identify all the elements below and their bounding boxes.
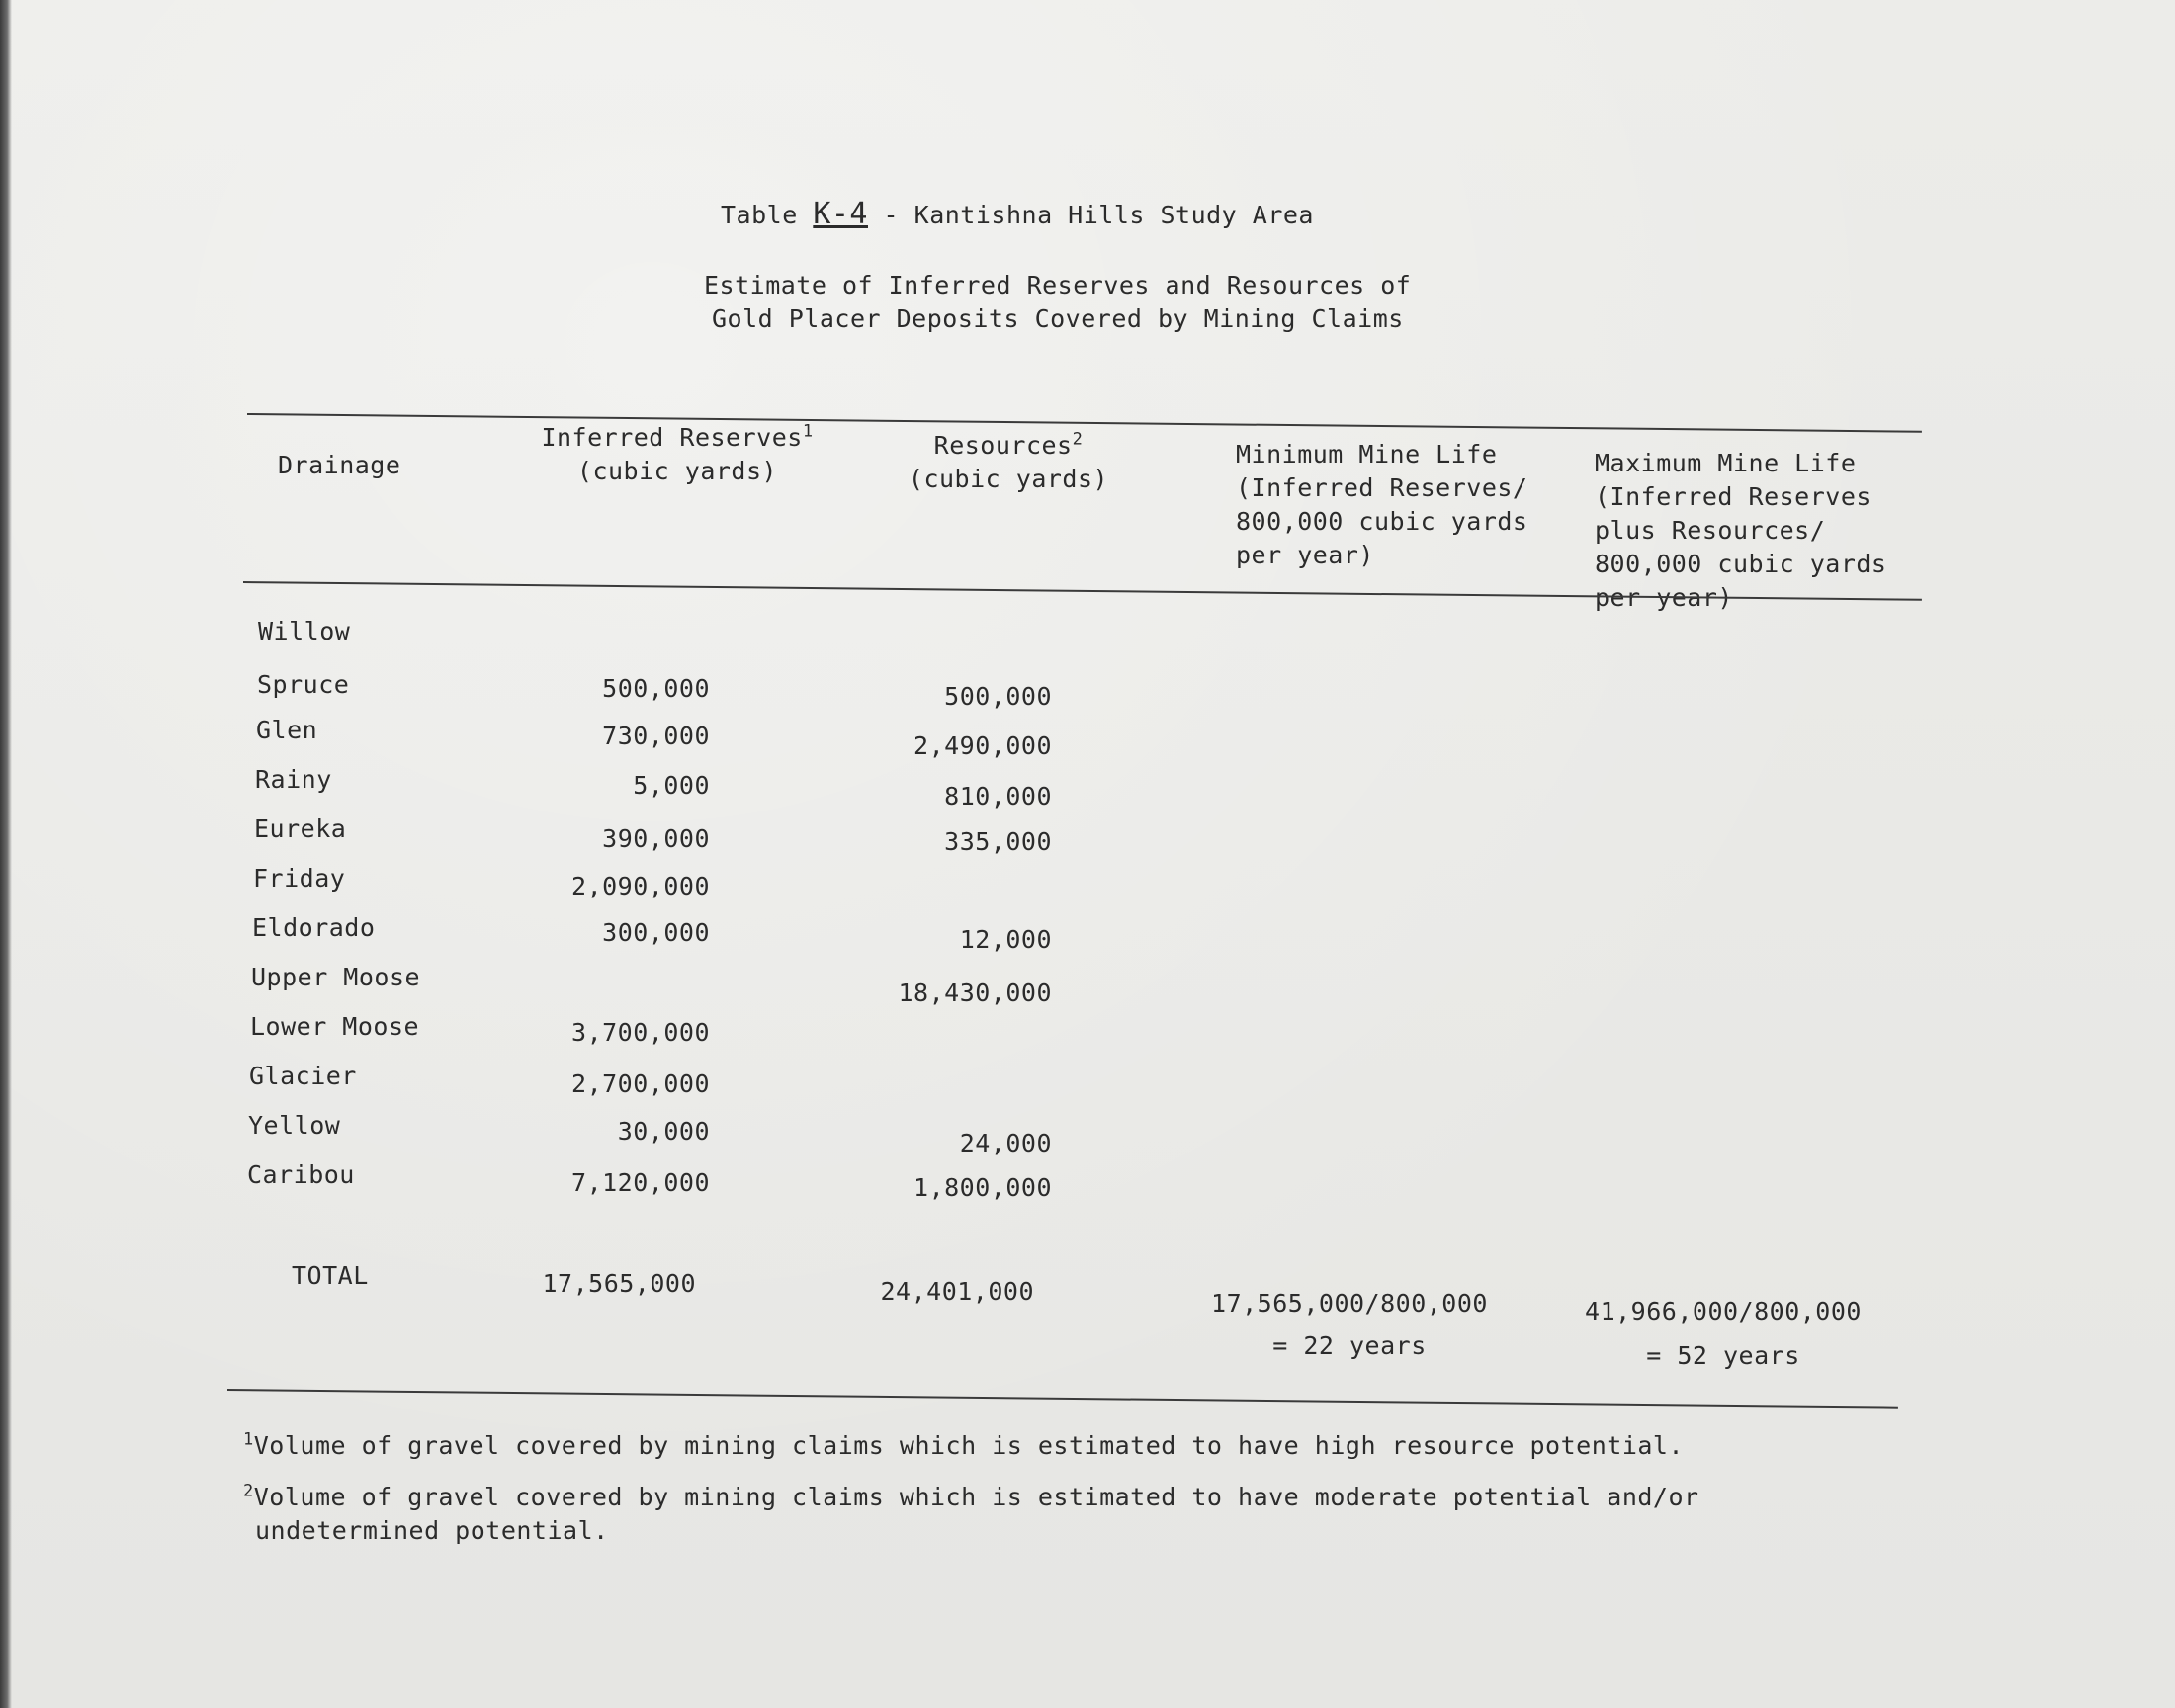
header-max-line5: per year) (1595, 583, 1733, 612)
table-number: K-4 (813, 197, 868, 231)
resources-cell: 24,000 (959, 1129, 1052, 1157)
total-min-years: = 22 years (1272, 1331, 1427, 1360)
drainage-cell: Eldorado (252, 913, 376, 942)
total-label: TOTAL (292, 1261, 369, 1290)
table-bottom-rule (227, 1389, 1898, 1409)
header-resources (860, 429, 1157, 463)
drainage-cell: Friday (253, 864, 346, 893)
header-resources-line2: (cubic yards) (908, 465, 1109, 493)
header-reserves-line1: Inferred Reserves (541, 423, 803, 452)
drainage-cell: Eureka (254, 814, 347, 843)
header-min-line3: 800,000 cubic yards (1236, 507, 1528, 536)
drainage-cell: Upper Moose (251, 963, 421, 991)
footnote-1 (243, 1429, 1684, 1463)
total-reserves: 17,565,000 (542, 1269, 696, 1298)
table-title (721, 198, 1314, 232)
header-max-line3: plus Resources/ (1595, 516, 1826, 545)
reserves-cell: 30,000 (617, 1117, 710, 1146)
resources-cell: 2,490,000 (914, 731, 1052, 760)
header-max-line1: Maximum Mine Life (1595, 449, 1857, 477)
table-subtitle-line2: Gold Placer Deposits Covered by Mining Claims (712, 304, 1404, 333)
reserves-cell: 2,090,000 (571, 872, 710, 900)
resources-cell: 12,000 (959, 925, 1052, 954)
table-title-prefix: Table (721, 201, 814, 229)
header-resources-line1: Resources (933, 431, 1073, 460)
footnote-1-mark: 1 (243, 1429, 254, 1450)
drainage-cell: Rainy (255, 765, 332, 794)
reserves-cell: 7,120,000 (571, 1168, 710, 1197)
reserves-cell: 300,000 (602, 918, 710, 947)
header-min-line1: Minimum Mine Life (1236, 440, 1498, 469)
page-binding-edge (0, 0, 12, 1708)
table-title-suffix: - Kantishna Hills Study Area (868, 201, 1314, 229)
total-min-mine-life: 17,565,000/800,000 (1211, 1289, 1488, 1318)
footnote-2-continued: undetermined potential. (255, 1516, 609, 1545)
total-max-years: = 52 years (1646, 1341, 1800, 1370)
footnote-2-text: Volume of gravel covered by mining claims which is estimated to have moderate potential and/or (253, 1483, 1699, 1511)
header-min-line2: (Inferred Reserves/ (1236, 473, 1528, 502)
reserves-cell: 500,000 (602, 674, 710, 703)
total-resources: 24,401,000 (880, 1277, 1034, 1306)
resources-cell: 1,800,000 (914, 1173, 1052, 1202)
total-max-mine-life: 41,966,000/800,000 (1585, 1297, 1862, 1325)
drainage-cell: Spruce (257, 670, 350, 699)
header-resources-footnote-mark: 2 (1072, 429, 1084, 450)
footnote-1-text: Volume of gravel covered by mining claims which is estimated to have high resource potential. (253, 1431, 1685, 1460)
resources-cell: 810,000 (944, 782, 1052, 811)
reserves-cell: 5,000 (633, 771, 710, 800)
resources-cell: 18,430,000 (898, 979, 1052, 1007)
reserves-cell: 730,000 (602, 722, 710, 750)
footnote-2-mark: 2 (243, 1481, 254, 1501)
drainage-cell: Caribou (247, 1160, 355, 1189)
header-reserves-line2: (cubic yards) (576, 457, 778, 485)
drainage-cell: Glacier (249, 1062, 357, 1090)
drainage-cell: Willow (258, 617, 351, 645)
drainage-cell: Yellow (248, 1111, 341, 1140)
drainage-cell: Glen (256, 716, 318, 744)
reserves-cell: 2,700,000 (571, 1069, 710, 1098)
header-max-line2: (Inferred Reserves (1595, 482, 1871, 511)
header-drainage: Drainage (278, 451, 401, 479)
reserves-cell: 3,700,000 (571, 1018, 710, 1047)
footnote-2 (243, 1481, 1699, 1514)
reserves-cell: 390,000 (602, 824, 710, 853)
resources-cell: 500,000 (944, 682, 1052, 711)
resources-cell: 335,000 (944, 827, 1052, 856)
header-reserves-footnote-mark: 1 (802, 421, 814, 442)
header-min-line4: per year) (1236, 541, 1374, 569)
header-inferred-reserves (514, 421, 840, 455)
header-max-line4: 800,000 cubic yards (1595, 550, 1887, 578)
drainage-cell: Lower Moose (250, 1012, 420, 1041)
table-subtitle-line1: Estimate of Inferred Reserves and Resources of (704, 271, 1412, 299)
